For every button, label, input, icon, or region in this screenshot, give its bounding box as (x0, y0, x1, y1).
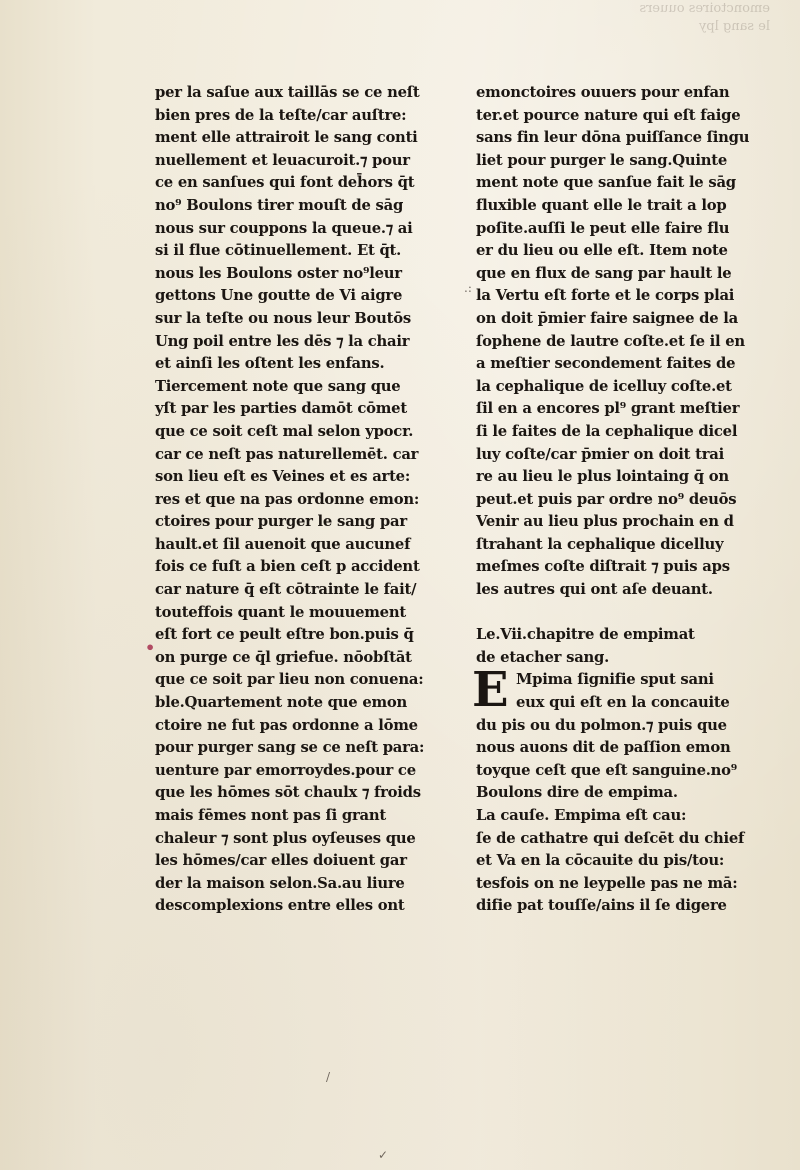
text-line: sans fin leur dōna puiſſance ſingu (476, 129, 750, 147)
text-line: on doit p̄mier faire saignee de la (476, 309, 739, 327)
text-line: que en flux de sang par hault le (476, 264, 732, 282)
text-line: son lieu eſt es Veines et es arte: (155, 468, 411, 486)
text-line: hault.et ſil auenoit que aucunef (155, 535, 411, 553)
bleed-line: emonctoires ouuers (639, 1, 770, 16)
text-line: la cephalique de icelluy coſte.et (476, 377, 732, 395)
text-line: ter.et pource nature qui eſt faige (476, 106, 741, 124)
text-line: difie pat touſſe/ains il ſe digere (476, 897, 727, 915)
text-line: ctoires pour purger le sang par (155, 513, 407, 531)
text-line: touteffois quant le mouuement (155, 603, 406, 621)
text-line: que ce soit ceſt mal selon ypocr. (155, 422, 414, 440)
text-line: ſil en a encores pl⁹ grant meſtier (476, 400, 740, 418)
text-line: descomplexions entre elles ont (155, 897, 405, 915)
drop-cap-letter: E (472, 662, 509, 719)
text-line: ſe de cathatre qui deſcēt du chief (476, 829, 745, 847)
text-line: uenture par emorroydes.pour ce (155, 761, 416, 779)
left-column (155, 82, 460, 918)
text-line: a meſtier secondement faites de (476, 355, 736, 373)
text-line: ſi le faites de la cephalique dicel (476, 422, 738, 440)
text-line: ble.Quartement note que emon (155, 694, 408, 712)
spacer-line (476, 602, 796, 625)
text-line: car nature q̄ eſt cōtrainte le fait/ (155, 581, 417, 599)
text-line: ce en sanſues qui font deh̄ors q̄t (155, 174, 415, 192)
text-line: La cauſe. Empima eſt cau: (476, 807, 687, 824)
text-line: gettons Une goutte de Vi aigre (155, 287, 403, 305)
text-line: que ce soit par lieu non conuena: (155, 671, 424, 689)
text-line: no⁹ Boulons tirer mouſt de sāg (155, 196, 404, 214)
right-column (472, 82, 796, 918)
stray-mark: / (326, 1070, 331, 1084)
text-line: toyque ceſt que eſt sanguine.no⁹ (476, 761, 738, 779)
text-line: nous auons dit de paſſion emon (476, 739, 731, 757)
chapter-heading-line: de etacher sang. (476, 648, 610, 666)
text-line: nous les Boulons oster no⁹leur (155, 264, 402, 282)
text-line: fluxible quant elle le trait a lop (476, 196, 727, 214)
text-line: res et que na pas ordonne emon: (155, 490, 420, 508)
text-line: bien pres de la teſte/car auſtre: (155, 106, 407, 124)
text-line: si il flue cōtinuellement. Et q̄t. (155, 242, 402, 260)
text-line: et ainſi les oſtent les enfans. (155, 355, 385, 373)
drop-cap-block (472, 662, 796, 719)
text-line: car ce neſt pas naturellemēt. car (155, 445, 419, 463)
text-line: les hōmes/car elles doiuent gar (155, 852, 407, 870)
marginal-mark: • (145, 638, 156, 657)
text-line: du pis ou du polmon.⁊ puis que (476, 716, 727, 734)
chapter-heading-line: Le.Vii.chapitre de empimat (476, 626, 695, 644)
text-line: tesfois on ne leypelle pas ne mā: (476, 874, 738, 892)
text-line: ſtrahant la cephalique dicelluy (476, 535, 724, 553)
text-line: re au lieu le plus lointaing q̄ on (476, 468, 729, 486)
text-line: et Va en la cōcauite du pis/tou: (476, 852, 725, 870)
text-line: luy coſte/car p̄mier on doit trai (476, 445, 724, 463)
text-line: per la saſue aux taillās se ce neſt (155, 84, 420, 101)
text-line: que les hōmes sōt chaulx ⁊ froids (155, 784, 421, 802)
text-line: fois ce fuſt a bien ceſt p accident (155, 558, 420, 576)
text-line: peut.et puis par ordre no⁹ deuōs (476, 490, 737, 508)
stray-mark: .: (464, 281, 472, 295)
text-line: ſophene de lautre coſte.et ſe il en (476, 332, 745, 350)
stray-mark: ✓ (378, 1148, 389, 1162)
text-line: Venir au lieu plus prochain en d (476, 513, 734, 531)
text-line: eſt fort ce peult eſtre bon.puis q̄ (155, 626, 414, 644)
text-line: nuellement et leuacuroit.⁊ pour (155, 151, 410, 169)
text-line: Boulons dire de empima. (476, 784, 678, 802)
text-line: on purge ce q̄l griefue. nōobſtāt (155, 648, 412, 666)
text-line: yſt par les parties damōt cōmet (155, 400, 407, 418)
text-line: Mpima ſignifie sput sani (516, 671, 714, 689)
text-line: eux qui eſt en la concauite (516, 694, 730, 712)
text-line: der la maison selon.Sa.au liure (155, 874, 405, 892)
text-line: les autres qui ont aſe deuant. (476, 581, 713, 599)
text-line: ctoire ne fut pas ordonne a lōme (155, 716, 418, 734)
text-line: nous sur couppons la queue.⁊ ai (155, 219, 413, 237)
text-line: la Vertu eſt forte et le corps plai (476, 287, 735, 305)
text-line: liet pour purger le sang.Quinte (476, 151, 728, 169)
text-line: emonctoires ouuers pour enfan (476, 84, 730, 101)
text-line: ment note que sanſue fait le sāg (476, 174, 736, 192)
text-line: ment elle attrairoit le sang conti (155, 129, 418, 147)
text-line: pour purger sang se ce neſt para: (155, 739, 425, 757)
text-line: mais fēmes nont pas ſi grant (155, 807, 386, 824)
text-line: poſite.auſſi le peut elle faire flu (476, 219, 730, 237)
bleed-line: le sang lpy (698, 19, 770, 34)
text-line: sur la teſte ou nous leur Boutōs (155, 309, 411, 327)
text-line: er du lieu ou elle eſt. Item note (476, 242, 728, 260)
text-line: meſmes coſte diſtrait ⁊ puis aps (476, 558, 730, 576)
text-line: chaleur ⁊ sont plus oyſeuses que (155, 829, 416, 847)
text-line: Tiercement note que sang que (155, 377, 401, 395)
text-line: Ung poil entre les dēs ⁊ la chair (155, 332, 410, 350)
